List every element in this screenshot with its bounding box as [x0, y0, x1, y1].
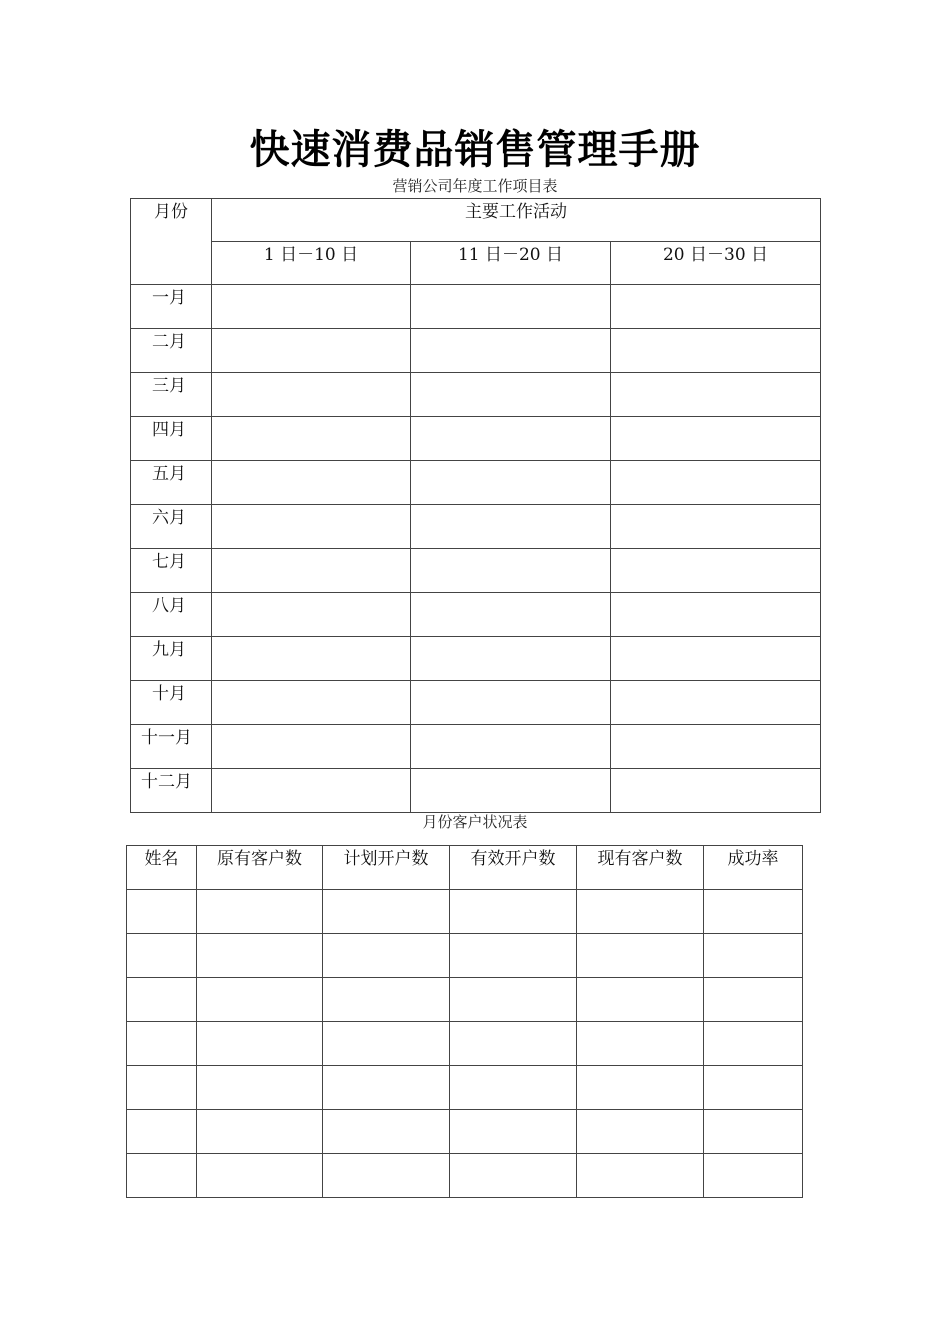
customer-header-label: 计划开户数: [343, 849, 429, 869]
activity-cell[interactable]: [611, 681, 821, 725]
customer-header-cell: [197, 846, 323, 890]
activity-cell[interactable]: [212, 769, 411, 813]
customer-header-label: 成功率: [727, 849, 779, 869]
activity-cell[interactable]: [212, 417, 411, 461]
document-title: 快速消费品销售管理手册: [249, 127, 701, 173]
customer-table-body: [127, 846, 803, 1198]
customer-cell[interactable]: [197, 978, 323, 1022]
period-header-cell: [411, 242, 611, 285]
activity-cell[interactable]: [611, 505, 821, 549]
month-label: 一月: [152, 288, 186, 308]
period-header-3: 20 日－30 日: [662, 245, 769, 265]
month-row: [131, 593, 821, 637]
month-cell: [131, 505, 212, 549]
period-header-2: 11 日－20 日: [457, 245, 564, 265]
activity-cell[interactable]: [411, 373, 611, 417]
activity-cell[interactable]: [212, 373, 411, 417]
activity-cell[interactable]: [212, 725, 411, 769]
customer-header-cell: [577, 846, 704, 890]
customer-cell[interactable]: [127, 1154, 197, 1198]
month-row: [131, 329, 821, 373]
customer-cell[interactable]: [577, 978, 704, 1022]
activity-cell[interactable]: [611, 593, 821, 637]
activity-cell[interactable]: [212, 549, 411, 593]
customer-cell[interactable]: [577, 934, 704, 978]
activity-cell[interactable]: [212, 505, 411, 549]
customer-cell[interactable]: [450, 1110, 577, 1154]
period-header-1: 1 日－10 日: [263, 245, 359, 265]
month-label: 五月: [152, 464, 186, 484]
period-header-cell: [611, 242, 821, 285]
activity-cell[interactable]: [212, 681, 411, 725]
customer-cell[interactable]: [323, 1154, 450, 1198]
activity-cell[interactable]: [411, 681, 611, 725]
activity-cell[interactable]: [212, 329, 411, 373]
period-header-row: [131, 242, 821, 285]
activity-cell[interactable]: [611, 373, 821, 417]
customer-cell[interactable]: [577, 1154, 704, 1198]
customer-cell[interactable]: [323, 1066, 450, 1110]
month-cell: [131, 373, 212, 417]
customer-cell[interactable]: [197, 1022, 323, 1066]
customer-header-label: 原有客户数: [217, 849, 302, 869]
month-cell: [131, 329, 212, 373]
month-row: [131, 725, 821, 769]
annual-table-body: [131, 285, 821, 813]
customer-cell[interactable]: [450, 978, 577, 1022]
customer-cell[interactable]: [450, 934, 577, 978]
activity-cell[interactable]: [411, 285, 611, 329]
customer-header-label: 现有客户数: [597, 849, 683, 869]
month-label: 十月: [152, 684, 186, 704]
customer-cell[interactable]: [450, 1154, 577, 1198]
customer-header-cell: [704, 846, 803, 890]
month-row: [131, 417, 821, 461]
customer-cell[interactable]: [127, 890, 197, 934]
month-label: 三月: [152, 376, 186, 396]
customer-cell[interactable]: [704, 1110, 803, 1154]
customer-cell[interactable]: [704, 978, 803, 1022]
annual-table-caption: 营销公司年度工作项目表: [392, 177, 558, 195]
activity-cell[interactable]: [411, 461, 611, 505]
month-cell: [131, 461, 212, 505]
activity-cell[interactable]: [611, 417, 821, 461]
customer-row: [127, 1110, 803, 1154]
month-label: 九月: [152, 640, 186, 660]
customer-cell[interactable]: [704, 1022, 803, 1066]
customer-header-label: 有效开户数: [470, 849, 556, 869]
month-label: 六月: [152, 508, 186, 528]
month-cell: [131, 593, 212, 637]
activity-cell[interactable]: [411, 725, 611, 769]
activity-cell[interactable]: [611, 549, 821, 593]
customer-cell[interactable]: [127, 978, 197, 1022]
customer-cell[interactable]: [323, 978, 450, 1022]
month-cell: [131, 549, 212, 593]
month-label: 二月: [152, 332, 186, 352]
customer-cell[interactable]: [197, 1154, 323, 1198]
month-label: 十二月: [141, 772, 192, 792]
month-row: [131, 461, 821, 505]
activity-cell[interactable]: [212, 593, 411, 637]
customer-cell[interactable]: [127, 1022, 197, 1066]
period-header-cell: [212, 242, 411, 285]
customer-row: [127, 1066, 803, 1110]
month-row: [131, 769, 821, 813]
customer-row: [127, 1022, 803, 1066]
annual-work-table: [130, 198, 821, 813]
activity-cell[interactable]: [611, 769, 821, 813]
customer-status-table: [126, 845, 803, 1198]
customer-table-caption: 月份客户状况表: [422, 813, 528, 831]
month-cell: [131, 725, 212, 769]
customer-cell[interactable]: [704, 890, 803, 934]
customer-cell[interactable]: [323, 934, 450, 978]
customer-cell[interactable]: [450, 1022, 577, 1066]
month-row: [131, 505, 821, 549]
customer-cell[interactable]: [197, 890, 323, 934]
customer-header-cell: [450, 846, 577, 890]
activity-cell[interactable]: [411, 505, 611, 549]
activity-cell[interactable]: [411, 593, 611, 637]
customer-cell[interactable]: [127, 1066, 197, 1110]
customer-cell[interactable]: [197, 1110, 323, 1154]
customer-cell[interactable]: [577, 1022, 704, 1066]
customer-cell[interactable]: [197, 1066, 323, 1110]
customer-cell[interactable]: [704, 934, 803, 978]
month-label: 八月: [152, 596, 186, 616]
activity-cell[interactable]: [611, 637, 821, 681]
month-row: [131, 549, 821, 593]
activity-cell[interactable]: [611, 725, 821, 769]
month-cell: [131, 769, 212, 813]
activity-cell[interactable]: [411, 549, 611, 593]
activity-cell[interactable]: [212, 285, 411, 329]
activity-cell[interactable]: [212, 637, 411, 681]
customer-cell[interactable]: [577, 890, 704, 934]
customer-cell[interactable]: [127, 1110, 197, 1154]
customer-cell[interactable]: [323, 1110, 450, 1154]
month-row: [131, 373, 821, 417]
month-label: 四月: [152, 420, 186, 440]
customer-cell[interactable]: [577, 1066, 704, 1110]
customer-cell[interactable]: [577, 1110, 704, 1154]
activity-cell[interactable]: [411, 637, 611, 681]
customer-row: [127, 934, 803, 978]
month-header: 月份: [154, 202, 188, 222]
customer-cell[interactable]: [197, 934, 323, 978]
customer-header-row: [127, 846, 803, 890]
customer-cell[interactable]: [704, 1066, 803, 1110]
activity-cell[interactable]: [611, 285, 821, 329]
customer-cell[interactable]: [450, 1066, 577, 1110]
customer-row: [127, 1154, 803, 1198]
activity-cell[interactable]: [611, 461, 821, 505]
month-label: 七月: [152, 552, 186, 572]
month-row: [131, 285, 821, 329]
customer-cell[interactable]: [704, 1154, 803, 1198]
activity-header-cell: [212, 199, 821, 242]
customer-header-label: 姓名: [144, 849, 179, 869]
month-cell: [131, 637, 212, 681]
customer-row: [127, 890, 803, 934]
month-header-cell: [131, 199, 212, 285]
customer-header-cell: [323, 846, 450, 890]
activity-cell[interactable]: [411, 417, 611, 461]
month-cell: [131, 417, 212, 461]
activity-cell[interactable]: [212, 461, 411, 505]
activity-header: 主要工作活动: [465, 202, 567, 222]
month-row: [131, 681, 821, 725]
activity-cell[interactable]: [611, 329, 821, 373]
customer-cell[interactable]: [450, 890, 577, 934]
customer-cell[interactable]: [323, 890, 450, 934]
month-row: [131, 637, 821, 681]
activity-cell[interactable]: [411, 769, 611, 813]
annual-header-row: [131, 199, 821, 242]
customer-header-cell: [127, 846, 197, 890]
month-cell: [131, 285, 212, 329]
month-cell: [131, 681, 212, 725]
month-label: 十一月: [141, 728, 192, 748]
customer-cell[interactable]: [127, 934, 197, 978]
customer-row: [127, 978, 803, 1022]
activity-cell[interactable]: [411, 329, 611, 373]
customer-cell[interactable]: [323, 1022, 450, 1066]
